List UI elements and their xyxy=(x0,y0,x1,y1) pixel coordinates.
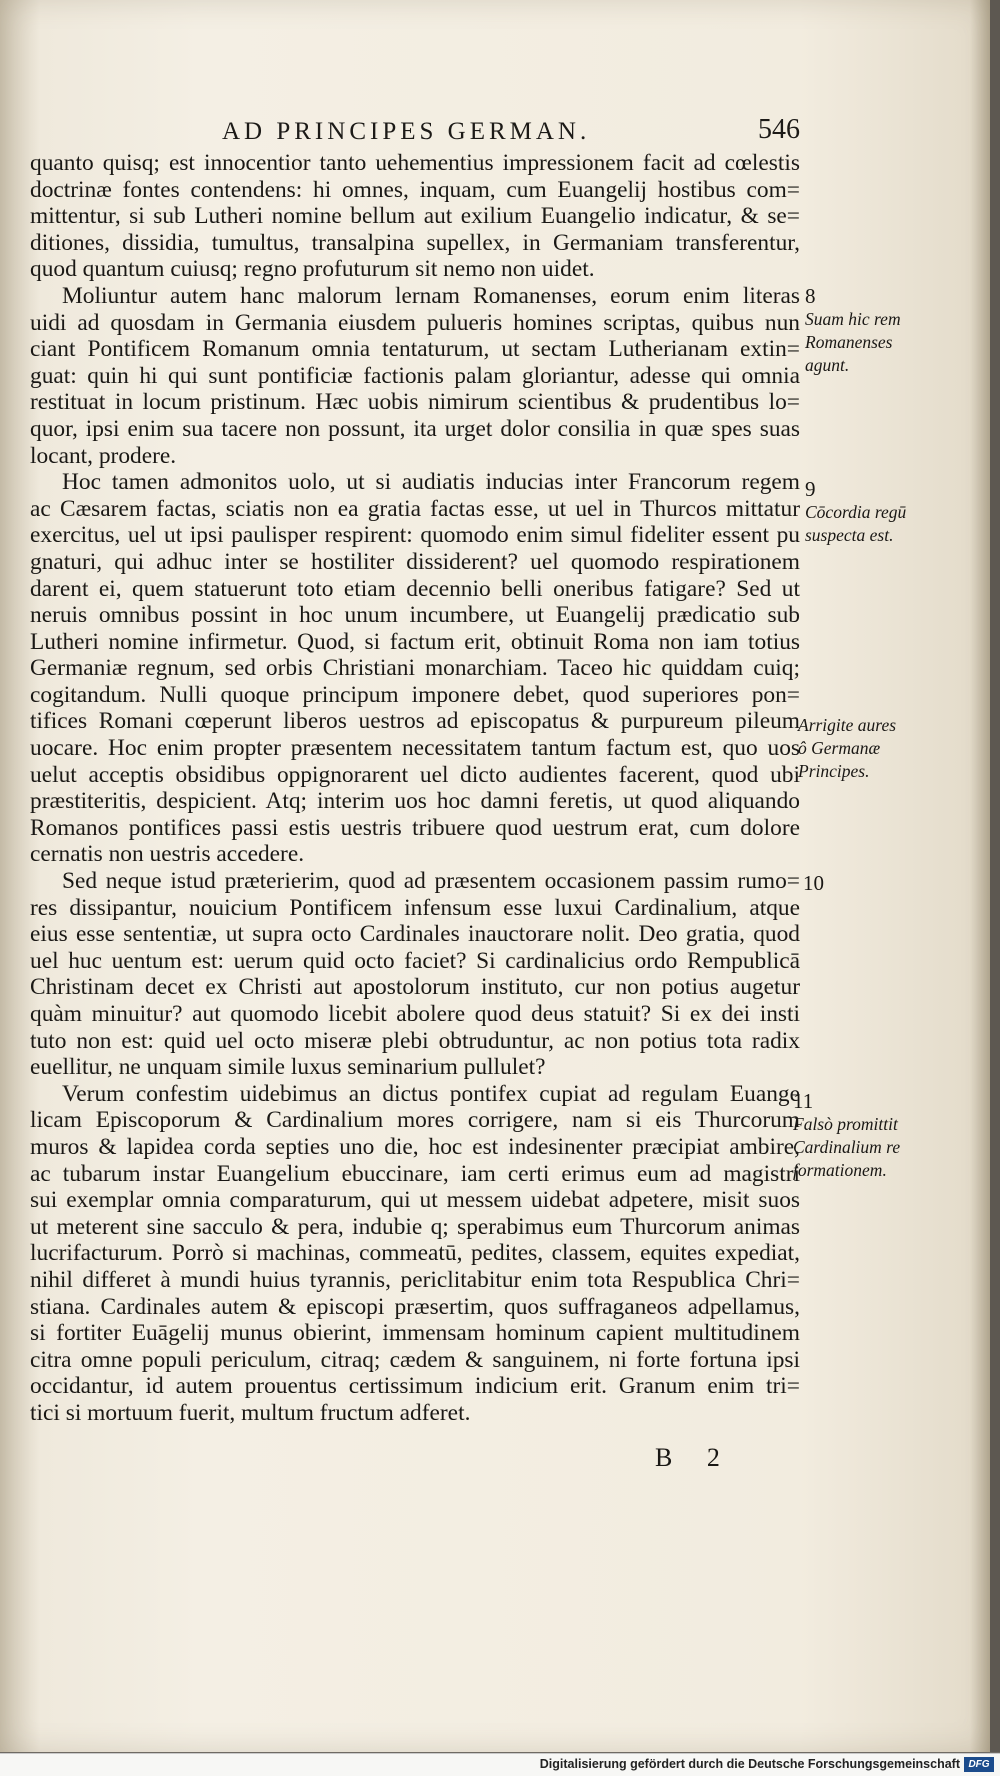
text-line: exercitus, uel ut ipsi paulisper respirent: quomodo enim simul fideliter essent pu xyxy=(30,522,800,549)
text-line: citra omne populi periculum, citraq; cædem & sanguinem, ni forte fortuna ipsi xyxy=(30,1346,800,1373)
text-line: si fortiter Euāgelij munus obierint, immensam hominum capient multitudinem xyxy=(30,1320,800,1347)
footer-credit: Digitalisierung gefördert durch die Deutsche Forschungsgemeinschaft xyxy=(539,1757,960,1771)
margin-note-line: Suam hic rem xyxy=(805,309,901,329)
margin-note-line: Falsò promittit xyxy=(793,1114,898,1134)
margin-note-line: ô Germanæ xyxy=(798,738,881,758)
text-line: Sed neque istud præterierim, quod ad præsentem occasionem passim rumo= xyxy=(62,868,800,895)
paragraph xyxy=(30,1081,800,1427)
footer-bar xyxy=(0,1753,1000,1776)
text-line: quanto quisq; est innocentior tanto uehementius impressionem facit ad cœlestis xyxy=(30,150,800,176)
paragraph xyxy=(30,283,800,469)
margin-note-line: formationem. xyxy=(793,1160,887,1180)
text-line: guat: quin hi qui sunt pontificiæ factionis palam gloriantur, adesse qui omnia xyxy=(30,362,800,389)
text-line: nihil differet à mundi huius tyrannis, periclitabitur enim tota Respublica Chri= xyxy=(30,1266,800,1293)
text-line: uidi ad quosdam in Germania eiusdem pulueris homines scriptas, quibus nun xyxy=(30,309,800,336)
text-line: eius esse sententiæ, ut supra octo Cardinales inauctorare nolit. Deo gratia, quod xyxy=(30,921,800,948)
margin-note xyxy=(798,714,896,783)
text-line: ut meterent sine sacculo & pera, indubie q; sperabimus eum Thurcorum animas xyxy=(30,1213,800,1240)
text-line: Germaniæ regnum, sed orbis Christiani monarchiam. Taceo hic quiddam cuiq; xyxy=(30,655,800,682)
text-line: quàm minuitur? aut quomodo licebit abolere quod deus statuit? Si ex dei insti xyxy=(30,1001,800,1027)
text-line: Romanos pontifices passi estis uestris tribuere quod uestrum erat, cum dolore xyxy=(30,814,800,841)
paragraph xyxy=(30,469,800,868)
text-line: Christinam decet ex Christi aut apostolorum instituto, cur non potius augetur xyxy=(30,974,800,1001)
signature-mark: B 2 xyxy=(655,1443,734,1472)
text-line: stiana. Cardinales autem & episcopi præsertim, quos suffraganeos adpellamus, xyxy=(30,1293,800,1320)
text-line: occidantur, id autem prouentus certissimum indicium erit. Granum enim tri= xyxy=(30,1373,800,1400)
text-line: præstiteritis, despicient. Atq; interim uos hoc damni feretis, ut quod aliquando xyxy=(30,788,800,815)
margin-note xyxy=(793,1090,900,1182)
text-line: res dissipantur, nouicium Pontificem infensum esse luxui Cardinalium, atque xyxy=(30,894,800,921)
dfg-logo-icon: DFG xyxy=(964,1757,994,1772)
margin-note-line: suspecta est. xyxy=(805,525,894,545)
margin-note-number: 10 xyxy=(803,871,824,895)
page-header xyxy=(30,114,800,154)
text-line: neruis omnibus possint in hoc unum incumbere, ut Euangelij prædicatio sub xyxy=(30,602,800,629)
text-line: cogitandum. Nulli quoque principum imponere debet, quod superiores pon= xyxy=(30,681,800,708)
margin-note-number: 11 xyxy=(793,1089,814,1113)
margin-note-line: agunt. xyxy=(805,355,850,375)
text-line: uelut acceptis obsidibus oppignorarent uel dicto audientes facerent, quod ubi xyxy=(30,761,800,788)
text-line: muros & lapidea corda septies uno die, hoc est indesinenter præcipiat ambire, xyxy=(30,1133,800,1160)
text-line: Verum confestim uidebimus an dictus pontifex cupiat ad regulam Euange xyxy=(62,1080,800,1107)
text-line: ciant Pontificem Romanum omnia tentaturum, ut sectam Lutherianam extin= xyxy=(30,336,800,363)
text-line: darent ei, quem statuerunt toto etiam decennio belli oneribus fatigare? Sed ut xyxy=(30,575,800,602)
text-line: locant, prodere. xyxy=(30,442,177,469)
margin-note-line: Cardinalium re xyxy=(793,1137,901,1157)
paragraph xyxy=(30,150,800,283)
text-line: Moliuntur autem hanc malorum lernam Romanenses, eorum enim literas xyxy=(62,282,800,309)
text-line: Lutheri nomine infirmetur. Quod, si factum erit, obtinuit Roma non iam totius xyxy=(30,628,800,655)
margin-note-line: Cōcordia regū xyxy=(805,502,907,522)
paragraph xyxy=(30,868,800,1081)
margin-note xyxy=(805,478,906,547)
text-line: Hoc tamen admonitos uolo, ut si audiatis inducias inter Francorum regem xyxy=(62,469,800,496)
text-line: lucrifacturum. Porrò si machinas, commeatū, pedites, classem, equites expediat, xyxy=(30,1240,800,1267)
text-line: gnaturi, qui adhuc inter se hostiliter dissiderent? uel quomodo respirationem xyxy=(30,548,800,575)
margin-note xyxy=(803,872,824,895)
text-line: uel huc uentum est: uerum quid octo faciet? Si cardinalicius ordo Rempublicā xyxy=(30,947,800,974)
text-line: euellitur, ne unquam simile luxus seminarium pullulet? xyxy=(30,1054,546,1081)
text-line: quor, ipsi enim sua tacere non possunt, ita urget dolor consilia in quæ spes suas xyxy=(30,415,800,442)
text-line: restituat in locum pristinum. Hæc uobis nimirum scientibus & prudentibus lo= xyxy=(30,389,800,416)
text-line: cernatis non uestris accedere. xyxy=(30,841,305,868)
text-line: mittentur, si sub Lutheri nomine bellum aut exilium Euangelio indicatur, & se= xyxy=(30,203,800,230)
margin-note-line: Principes. xyxy=(798,761,870,781)
margin-note xyxy=(805,285,901,377)
text-line: uocare. Hoc enim propter præsentem necessitatem tantum factum est, quo uos xyxy=(30,735,800,762)
text-line: tici si mortuum fuerit, multum fructum adferet. xyxy=(30,1399,471,1426)
scan-edge xyxy=(990,0,1000,1752)
running-head: AD PRINCIPES GERMAN. xyxy=(222,118,591,145)
margin-note-line: Arrigite aures xyxy=(798,715,897,735)
margin-note-number: 8 xyxy=(805,284,816,308)
body-text xyxy=(30,150,800,1427)
text-line: ac Cæsarem factas, sciatis non ea gratia factas esse, ut uel in Thurcos mittatur xyxy=(30,495,800,522)
text-line: quod quantum cuiusq; regno profuturum sit nemo non uidet. xyxy=(30,256,595,283)
text-line: ac tubarum instar Euangelium ebuccinare, iam certi erimus eum ad magistri xyxy=(30,1160,800,1187)
text-line: tuto non est: quid uel octo miseræ plebi obtruduntur, ac non potius tota radix xyxy=(30,1027,800,1054)
text-line: sui exemplar omnia comparaturum, qui ut messem uidebat adpetere, misit suos xyxy=(30,1187,800,1214)
page-number: 546 xyxy=(758,114,800,145)
margin-note-line: Romanenses xyxy=(805,332,893,352)
text-line: tifices Romani cœperunt liberos uestros ad episcopatus & purpureum pileum xyxy=(30,708,800,735)
text-line: doctrinæ fontes contendens: hi omnes, inquam, cum Euangelij hostibus com= xyxy=(30,176,800,203)
text-line: ditiones, dissidia, tumultus, transalpina supellex, in Germaniam transferentur, xyxy=(30,229,800,256)
text-line: licam Episcoporum & Cardinalium mores corrigere, nam si eis Thurcorum xyxy=(30,1107,800,1134)
margin-note-number: 9 xyxy=(805,477,816,501)
